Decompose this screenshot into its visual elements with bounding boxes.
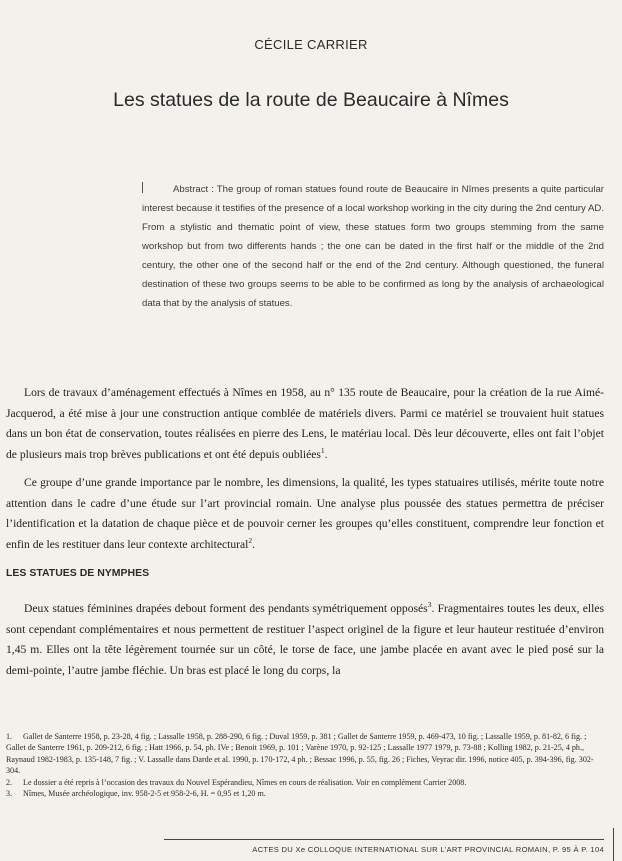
footnote-text: Le dossier a été repris à l’occasion des travaux du Nouvel Espérandieu, Nîmes en cours de réalisation. Voir en complément Carrier 2008.: [23, 777, 467, 787]
footnote-ref-1: 1: [320, 445, 325, 455]
footnote-text: Nîmes, Musée archéologique, inv. 958-2-5 et 958-2-6, H. = 0,95 et 1,20 m.: [23, 789, 266, 799]
paragraph-3-text: Deux statues féminines drapées debout forment des pendants symétriquement opposés: [24, 602, 428, 615]
footnote-number: 2.: [6, 777, 13, 787]
footer-rule: [164, 839, 604, 840]
section-heading: LES STATUES DE NYMPHES: [6, 567, 150, 579]
footnote-ref-2: 2: [248, 535, 253, 545]
paragraph-1: Lors de travaux d’aménagement effectués à Nîmes en 1958, au n° 135 route de Beaucaire, pour la création de la rue Aimé-Jacquerod, a été mise à jour une construction antique comblée de matériels divers. Parmi ce matériel se trouvaient huit statues dans un bon état de conservation, toutes réalisées en pierre des Lens, le matériau local. Dès leur découverte, elles ont fait l’objet de plusieurs mais trop brèves publications et ont été depuis oubliées$^1$.: [6, 386, 604, 461]
body-text: [6, 383, 604, 563]
paragraph-2-text: Ce groupe d’une grande importance par le nombre, les dimensions, la qualité, les types statuaires utilisés, mérite toute notre attention dans le cadre d’une étude sur l’art provincial romain. Une analyse plus poussée des statues permettra de préciser l’identification et la datation de chaque pièce et de pouvoir cerner les groupes qu’elles constituent, comprendre leur fonction et enfin de les restituer dans leur contexte architectural: [6, 476, 604, 551]
footnote-number: 1.: [6, 732, 13, 741]
abstract-marker: [142, 182, 143, 193]
footer-tick: [613, 828, 614, 861]
page-footer: ACTES DU Xe COLLOQUE INTERNATIONAL SUR L’ART PROVINCIAL ROMAIN, P. 95 À P. 104: [252, 845, 604, 854]
body-text-section: [6, 599, 604, 681]
footnote-3: [6, 788, 604, 799]
paragraph-3-continued: . Fragmentaires toutes les deux, elles sont cependant complémentaires et nous permettent de restituer l’aspect originel de la figure et leur hauteur restituée d’environ 1,45 m. Elles ont la tête légèrement tournée sur un côté, le torse de face, une jambe placée en avant avec le pied posé sur la demi-pointe, l’autre jambe fléchie. Un bras est placé le long du corps, la: [6, 602, 604, 677]
footnote-1: [6, 731, 604, 777]
paragraph-3: [6, 599, 604, 681]
abstract-block: [142, 180, 604, 313]
article-title: Les statues de la route de Beaucaire à Nîmes: [113, 89, 509, 111]
footnote-ref-3: 3: [427, 600, 432, 610]
footnotes: [6, 731, 604, 799]
author-name: CÉCILE CARRIER: [254, 37, 368, 52]
footnote-number: 3.: [6, 789, 13, 799]
footnote-text: Gallet de Santerre 1958, p. 23-28, 4 fig. ; Lassalle 1958, p. 288-290, 6 fig. ; Duval 1959, p. 381 ; Gallet de Santerre 1959, p. 469-473, 10 fig. ; Lassalle 1959, p. 81-82, 6 fig. ; Gallet de Santerre 1961, p. 209-212, 6 fig. ; Hatt 1966, p. 54, ph. IVe ; Benoit 1969, p. 101 ; Varène 1970, p. 92-125 ; Lassalle 1977 1979, p. 73-88 ; Kolling 1982, p. 21-25, 4 ph., Raynaud 1982-1983, p. 135-148, 7 fig. ; V. Lassalle dans Darde et al. 1990, p. 170-172, 4 ph. ; Bessac 1996, p. 55, fig. 26 ; Fiches, Veyrac dir. 1996, notice 405, p. 394-396, fig. 302-304.: [6, 732, 594, 776]
footnote-2: [6, 777, 604, 788]
paragraph-2: Ce groupe d’une grande importance par le nombre, les dimensions, la qualité, les types statuaires utilisés, mérite toute notre attention dans le cadre d’une étude sur l’art provincial romain. Une analyse plus poussée des statues permettra de préciser l’identification et la datation de chaque pièce et de pouvoir cerner les groupes qu’elles constituent, comprendre leur fonction et enfin de les restituer dans leur contexte architectural$^2$.: [6, 476, 604, 551]
abstract-text: Abstract : The group of roman statues found route de Beaucaire in Nîmes presents a quite particular interest because it testifies of the presence of a local workshop working in the city during the 2nd century AD. From a stylistic and thematic point of view, these statues form two groups stemming from the same workshop but from two differents hands ; the one can be dated in the first half or the middle of the 2nd century, the other one of the second half or the end of the 2nd century. Although questioned, the funeral destination of these two groups seems to be able to be confirmed as long by the analysis of archaeological data that by the analysis of statues.: [142, 184, 604, 309]
paragraph-1-text: Lors de travaux d’aménagement effectués à Nîmes en 1958, au n° 135 route de Beaucaire, pour la création de la rue Aimé-Jacquerod, a été mise à jour une construction antique comblée de matériels divers. Parmi ce matériel se trouvaient huit statues dans un bon état de conservation, toutes réalisées en pierre des Lens, le matériau local. Dès leur découverte, elles ont fait l’objet de plusieurs mais trop brèves publications et ont été depuis oubliées: [6, 386, 604, 461]
